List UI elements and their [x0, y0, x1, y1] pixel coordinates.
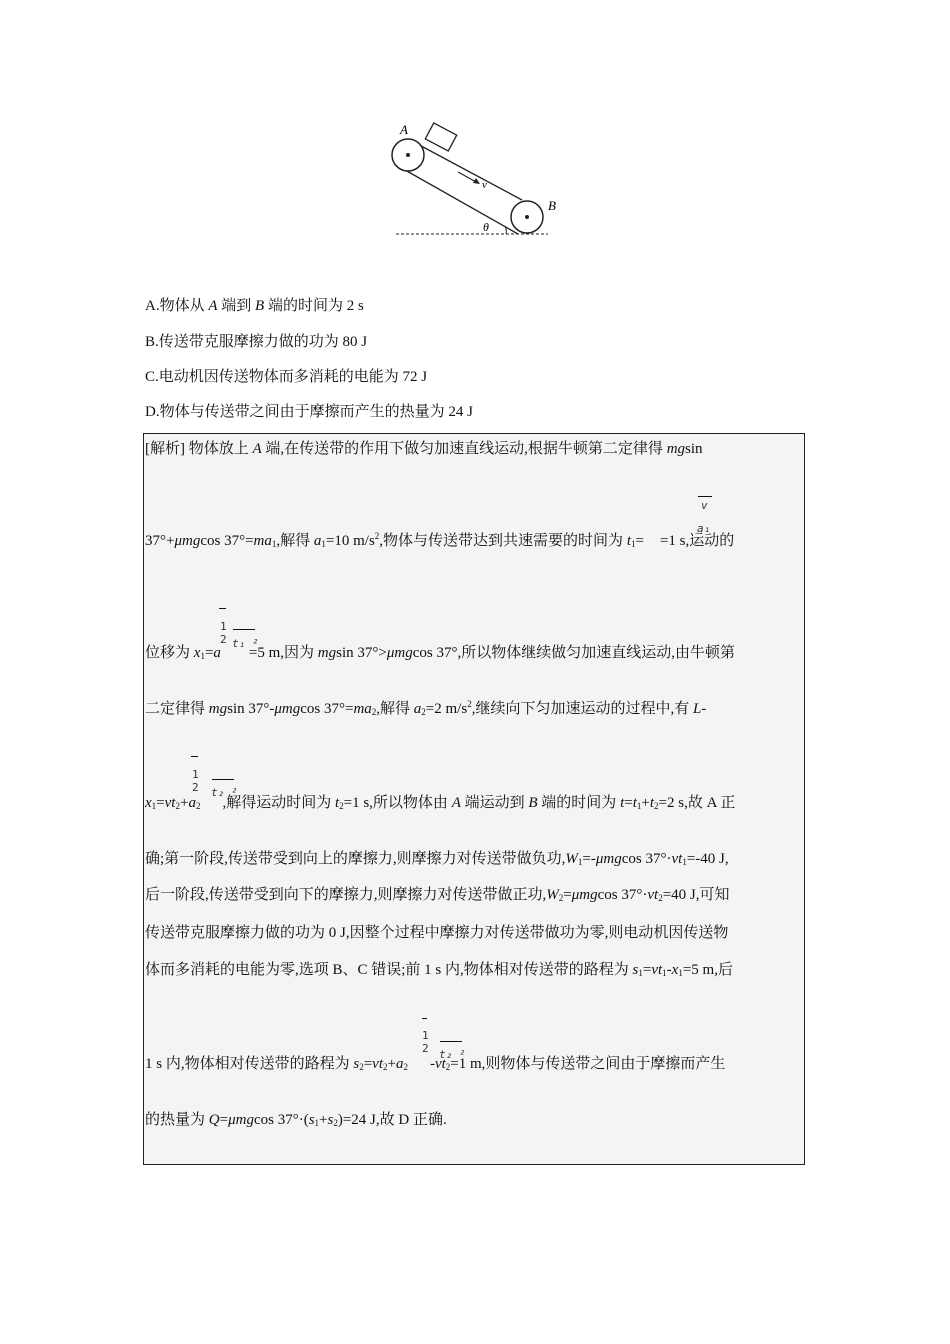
conveyor-belt-figure: [388, 118, 568, 242]
option-a: A.物体从 A 端到 B 端的时间为 2 s: [145, 298, 364, 314]
solution-line-9: 体而多消耗的电能为零,选项 B、C 错误;前 1 s 内,物体相对传送带的路程为 $s_1=vt_1-x_1=5$ m,后: [145, 962, 733, 978]
fraction-bar: [191, 756, 198, 757]
fraction-bar: [212, 779, 234, 780]
fraction-bar: [219, 608, 226, 609]
fraction-numerator: 1: [192, 768, 199, 781]
solution-line-2: 37°+μmgcos $37^\circ=ma_1$,解得 $a_1=10$ $m/s^2$,物体与传送带达到共速需要的时间为 $t_1= =1$ s,运动的: [145, 531, 735, 549]
solution-line-10: 1 s 内,物体相对传送带的路程为 $s_2=vt_2+a_2$ $-vt_2=1$ m,则物体与传送带之间由于摩擦而产生: [145, 1056, 726, 1072]
solution-line-4: 二定律得 mgsin 37°-μmgcos $37^\circ=ma_2$,解得 $a_2=2$ $m/s^2$,继续向下匀加速运动的过程中,有 L-: [145, 699, 707, 717]
time-squared: t₂ ²: [211, 786, 238, 799]
fraction-denominator: 2: [422, 1042, 429, 1055]
solution-line-6: 确;第一阶段,传送带受到向上的摩擦力,则摩擦力对传送带做负功$,W_1=$-μmgcos $37^\circ\cdot vt_1=-40$ J,: [145, 851, 729, 867]
fraction-denominator: a₁: [697, 522, 711, 535]
fraction-numerator: 1: [220, 620, 227, 633]
belt-bottom: [398, 166, 518, 234]
solution-line-11: 的热量为 Q=μmgcos $37^\circ\cdot(s_1+s_2)=24$ J,故 D 正确.: [145, 1112, 447, 1128]
solution-line-7: 后一阶段,传送带受到向下的摩擦力,则摩擦力对传送带做正功$,W_2=\mu mgcos$ $37^\circ\cdot vt_2=40$ J,可知: [145, 887, 730, 903]
label-b: B: [548, 198, 556, 213]
solution-line-8: 传送带克服摩擦力做的功为 0 J,因整个过程中摩擦力对传送带做功为零,则电动机因传送物: [145, 925, 729, 941]
time-squared: t₁ ²: [232, 637, 259, 650]
fraction-bar: [698, 496, 712, 497]
solution-line-1: [解析] 物体放上 A 端,在传送带的作用下做匀加速直线运动,根据牛顿第二定律得 mgsin: [145, 441, 703, 457]
label-v: v: [482, 179, 487, 191]
label-theta: θ: [483, 220, 489, 234]
solution-line-5: $x_1=vt_2+a_2$ ,解得运动时间为 $t_2=1$ s,所以物体由 A 端运动到 B 端的时间为 $t=t_1+t_2=2$ s,故 A 正: [145, 795, 736, 811]
fraction-numerator: 1: [422, 1029, 429, 1042]
fraction-bar: [233, 629, 255, 630]
time-squared: t₂ ²: [439, 1048, 466, 1061]
fraction-denominator: 2: [220, 633, 227, 646]
fraction-denominator: 2: [192, 781, 199, 794]
option-c: C.电动机因传送物体而多消耗的电能为 72 J: [145, 369, 428, 385]
solution-box: [143, 433, 805, 1165]
fraction-bar: [422, 1018, 427, 1019]
solution-line-3: 位移为 $x_1=a =5$ m,因为 mgsin 37°>μmgcos 37°,所以物体继续做匀加速直线运动,由牛顿第: [145, 645, 735, 661]
fraction-bar: [440, 1041, 462, 1042]
belt-top: [410, 140, 522, 200]
block: [425, 123, 456, 151]
option-d: D.物体与传送带之间由于摩擦而产生的热量为 24 J: [145, 404, 473, 420]
label-a: A: [400, 122, 408, 137]
option-b: B.传送带克服摩擦力做的功为 80 J: [145, 334, 368, 350]
fraction-numerator: v: [701, 499, 708, 512]
